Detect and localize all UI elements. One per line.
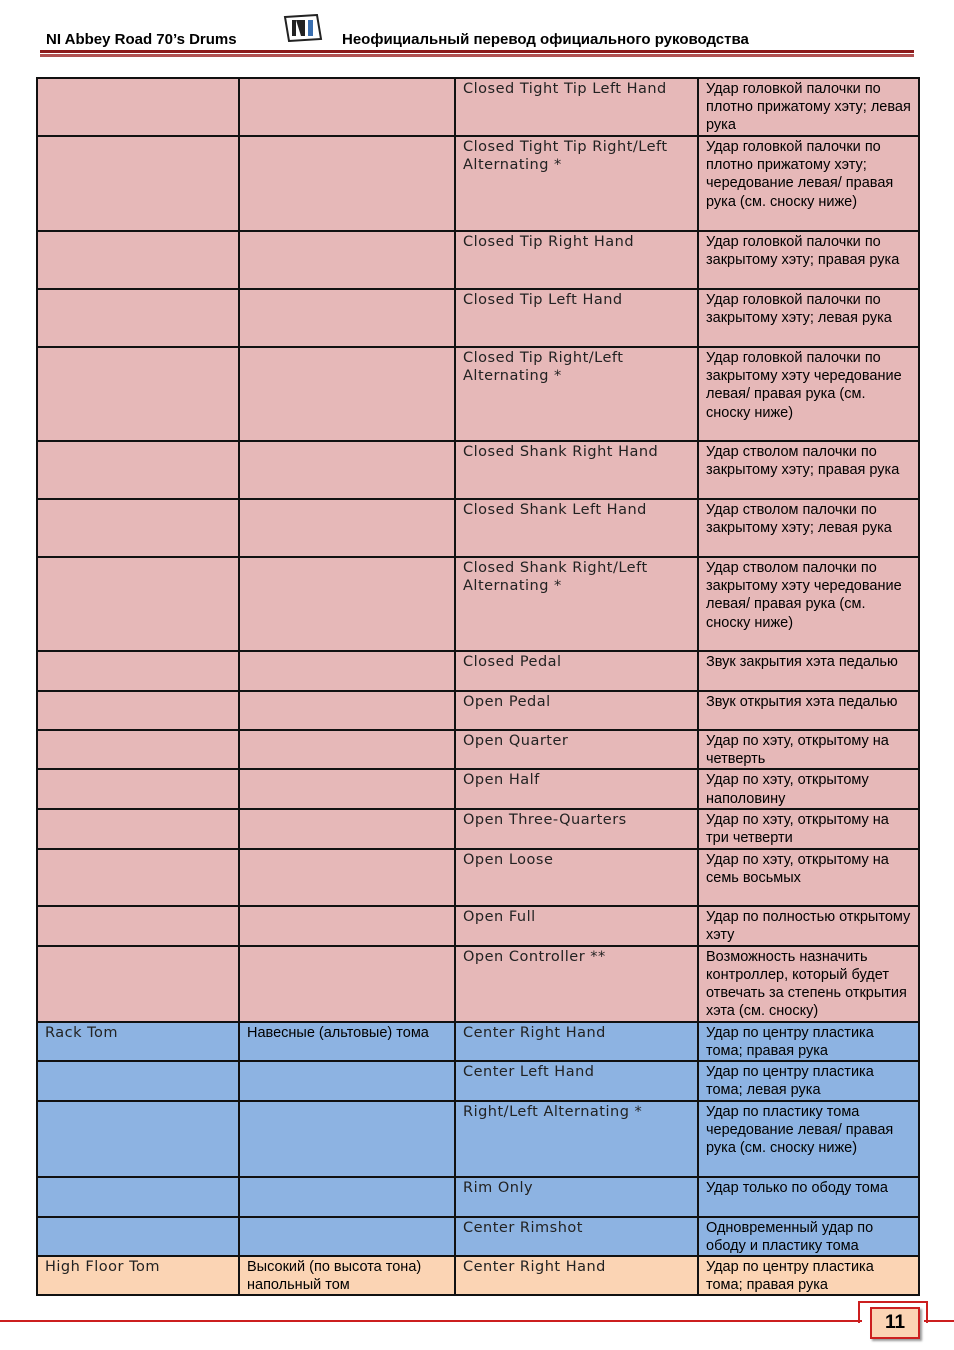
footer-rule-right: [924, 1320, 954, 1322]
cell-articulation: Closed Tip Right Hand: [455, 231, 698, 289]
table-row: [37, 499, 919, 557]
cell-description: Удар головкой палочки по плотно прижатому хэту; левая рука: [698, 78, 919, 136]
cell-drum-ru: [239, 769, 455, 808]
header-rule-shadow: [40, 54, 914, 57]
table-row: [37, 231, 919, 289]
cell-articulation: Closed Tight Tip Right/Left Alternating *: [455, 136, 698, 231]
cell-drum: [37, 231, 239, 289]
cell-articulation: Open Controller **: [455, 946, 698, 1022]
cell-drum-ru: [239, 347, 455, 441]
table-row: [37, 441, 919, 499]
cell-articulation: Closed Tight Tip Left Hand: [455, 78, 698, 136]
cell-drum: [37, 1217, 239, 1256]
cell-drum-ru: [239, 730, 455, 769]
cell-description: Удар головкой палочки по закрытому хэту чередование левая/ правая рука (см. сноску ниже): [698, 347, 919, 441]
ni-logo-icon: [283, 14, 323, 42]
cell-drum: [37, 651, 239, 691]
table-row: [37, 347, 919, 441]
table-row: [37, 1101, 919, 1177]
cell-drum: [37, 1101, 239, 1177]
table-row: [37, 289, 919, 347]
cell-drum: [37, 809, 239, 849]
table-row: [37, 557, 919, 651]
cell-articulation: Closed Shank Right Hand: [455, 441, 698, 499]
cell-articulation: Open Loose: [455, 849, 698, 906]
cell-articulation: Closed Shank Left Hand: [455, 499, 698, 557]
page-header: [0, 0, 954, 60]
table-row: [37, 136, 919, 231]
cell-drum-ru: [239, 557, 455, 651]
table-row: [37, 809, 919, 849]
table-row: [37, 946, 919, 1022]
cell-articulation: Open Full: [455, 906, 698, 946]
cell-drum: [37, 441, 239, 499]
cell-drum-ru: [239, 1177, 455, 1217]
table-row: [37, 849, 919, 906]
cell-description: Удар головкой палочки по плотно прижатому хэту; чередование левая/ правая рука (см. сноску ниже): [698, 136, 919, 231]
cell-articulation: Center Right Hand: [455, 1022, 698, 1061]
cell-description: Удар стволом палочки по закрытому хэту; правая рука: [698, 441, 919, 499]
cell-description: Удар стволом палочки по закрытому хэту; левая рука: [698, 499, 919, 557]
cell-articulation: Center Rimshot: [455, 1217, 698, 1256]
table-row: [37, 691, 919, 730]
header-rule: [40, 50, 914, 53]
cell-articulation: Right/Left Alternating *: [455, 1101, 698, 1177]
cell-description: Удар головкой палочки по закрытому хэту; правая рука: [698, 231, 919, 289]
cell-description: Удар по хэту, открытому на три четверти: [698, 809, 919, 849]
table-row: [37, 78, 919, 136]
cell-drum-ru: [239, 78, 455, 136]
cell-drum-ru: [239, 441, 455, 499]
cell-description: Удар стволом палочки по закрытому хэту чередование левая/ правая рука (см. сноску ниже): [698, 557, 919, 651]
table-row: [37, 1256, 919, 1295]
cell-drum: [37, 691, 239, 730]
cell-drum: [37, 849, 239, 906]
cell-description: Удар по хэту, открытому на семь восьмых: [698, 849, 919, 906]
cell-drum: [37, 946, 239, 1022]
cell-drum-ru: [239, 651, 455, 691]
cell-drum-ru: [239, 231, 455, 289]
table-row: [37, 1217, 919, 1256]
cell-drum-ru: [239, 289, 455, 347]
cell-articulation: Open Three-Quarters: [455, 809, 698, 849]
cell-drum: [37, 906, 239, 946]
footer-rule: [0, 1320, 862, 1322]
cell-description: Звук открытия хэта педалью: [698, 691, 919, 730]
table-row: [37, 1061, 919, 1100]
cell-drum-ru: [239, 809, 455, 849]
page-number: 11: [870, 1307, 920, 1339]
cell-description: Удар головкой палочки по закрытому хэту; левая рука: [698, 289, 919, 347]
cell-drum-ru: [239, 849, 455, 906]
cell-articulation: Closed Tip Left Hand: [455, 289, 698, 347]
table-row: [37, 769, 919, 808]
cell-drum-ru: [239, 1217, 455, 1256]
cell-articulation: Open Half: [455, 769, 698, 808]
cell-description: Удар по пластику тома чередование левая/ правая рука (см. сноску ниже): [698, 1101, 919, 1177]
cell-articulation: Closed Pedal: [455, 651, 698, 691]
header-product-title: NI Abbey Road 70’s Drums: [46, 31, 237, 48]
table-row: [37, 906, 919, 946]
cell-description: Возможность назначить контроллер, который будет отвечать за степень открытия хэта (см. сноску): [698, 946, 919, 1022]
cell-drum: [37, 136, 239, 231]
cell-description: Удар только по ободу тома: [698, 1177, 919, 1217]
cell-drum-ru: [239, 691, 455, 730]
cell-drum-ru: [239, 1101, 455, 1177]
cell-drum: [37, 1061, 239, 1100]
cell-drum-ru: Навесные (альтовые) тома: [239, 1022, 455, 1061]
cell-articulation: Open Quarter: [455, 730, 698, 769]
cell-description: Удар по центру пластика тома; левая рука: [698, 1061, 919, 1100]
cell-drum: Rack Tom: [37, 1022, 239, 1061]
cell-drum-ru: [239, 136, 455, 231]
table-row: [37, 730, 919, 769]
cell-articulation: Closed Shank Right/Left Alternating *: [455, 557, 698, 651]
cell-drum: [37, 78, 239, 136]
table-row: [37, 1022, 919, 1061]
articulation-table: [36, 77, 920, 1296]
table-row: [37, 651, 919, 691]
cell-drum: [37, 347, 239, 441]
cell-description: Удар по хэту, открытому на четверть: [698, 730, 919, 769]
cell-drum: [37, 730, 239, 769]
header-document-title: Неофициальный перевод официального руководства: [342, 31, 749, 48]
cell-description: Удар по центру пластика тома; правая рука: [698, 1256, 919, 1295]
cell-articulation: Rim Only: [455, 1177, 698, 1217]
cell-description: Звук закрытия хэта педалью: [698, 651, 919, 691]
cell-drum-ru: [239, 946, 455, 1022]
cell-articulation: Open Pedal: [455, 691, 698, 730]
cell-drum-ru: [239, 499, 455, 557]
cell-description: Одновременный удар по ободу и пластику тома: [698, 1217, 919, 1256]
cell-drum: [37, 557, 239, 651]
cell-drum: [37, 289, 239, 347]
cell-drum: High Floor Tom: [37, 1256, 239, 1295]
cell-drum: [37, 1177, 239, 1217]
cell-articulation: Center Left Hand: [455, 1061, 698, 1100]
cell-drum: [37, 499, 239, 557]
cell-description: Удар по хэту, открытому наполовину: [698, 769, 919, 808]
cell-drum-ru: [239, 906, 455, 946]
cell-drum-ru: Высокий (по высота тона) напольный том: [239, 1256, 455, 1295]
cell-drum: [37, 769, 239, 808]
table-row: [37, 1177, 919, 1217]
cell-description: Удар по полностью открытому хэту: [698, 906, 919, 946]
cell-description: Удар по центру пластика тома; правая рука: [698, 1022, 919, 1061]
cell-articulation: Center Right Hand: [455, 1256, 698, 1295]
cell-articulation: Closed Tip Right/Left Alternating *: [455, 347, 698, 441]
cell-drum-ru: [239, 1061, 455, 1100]
